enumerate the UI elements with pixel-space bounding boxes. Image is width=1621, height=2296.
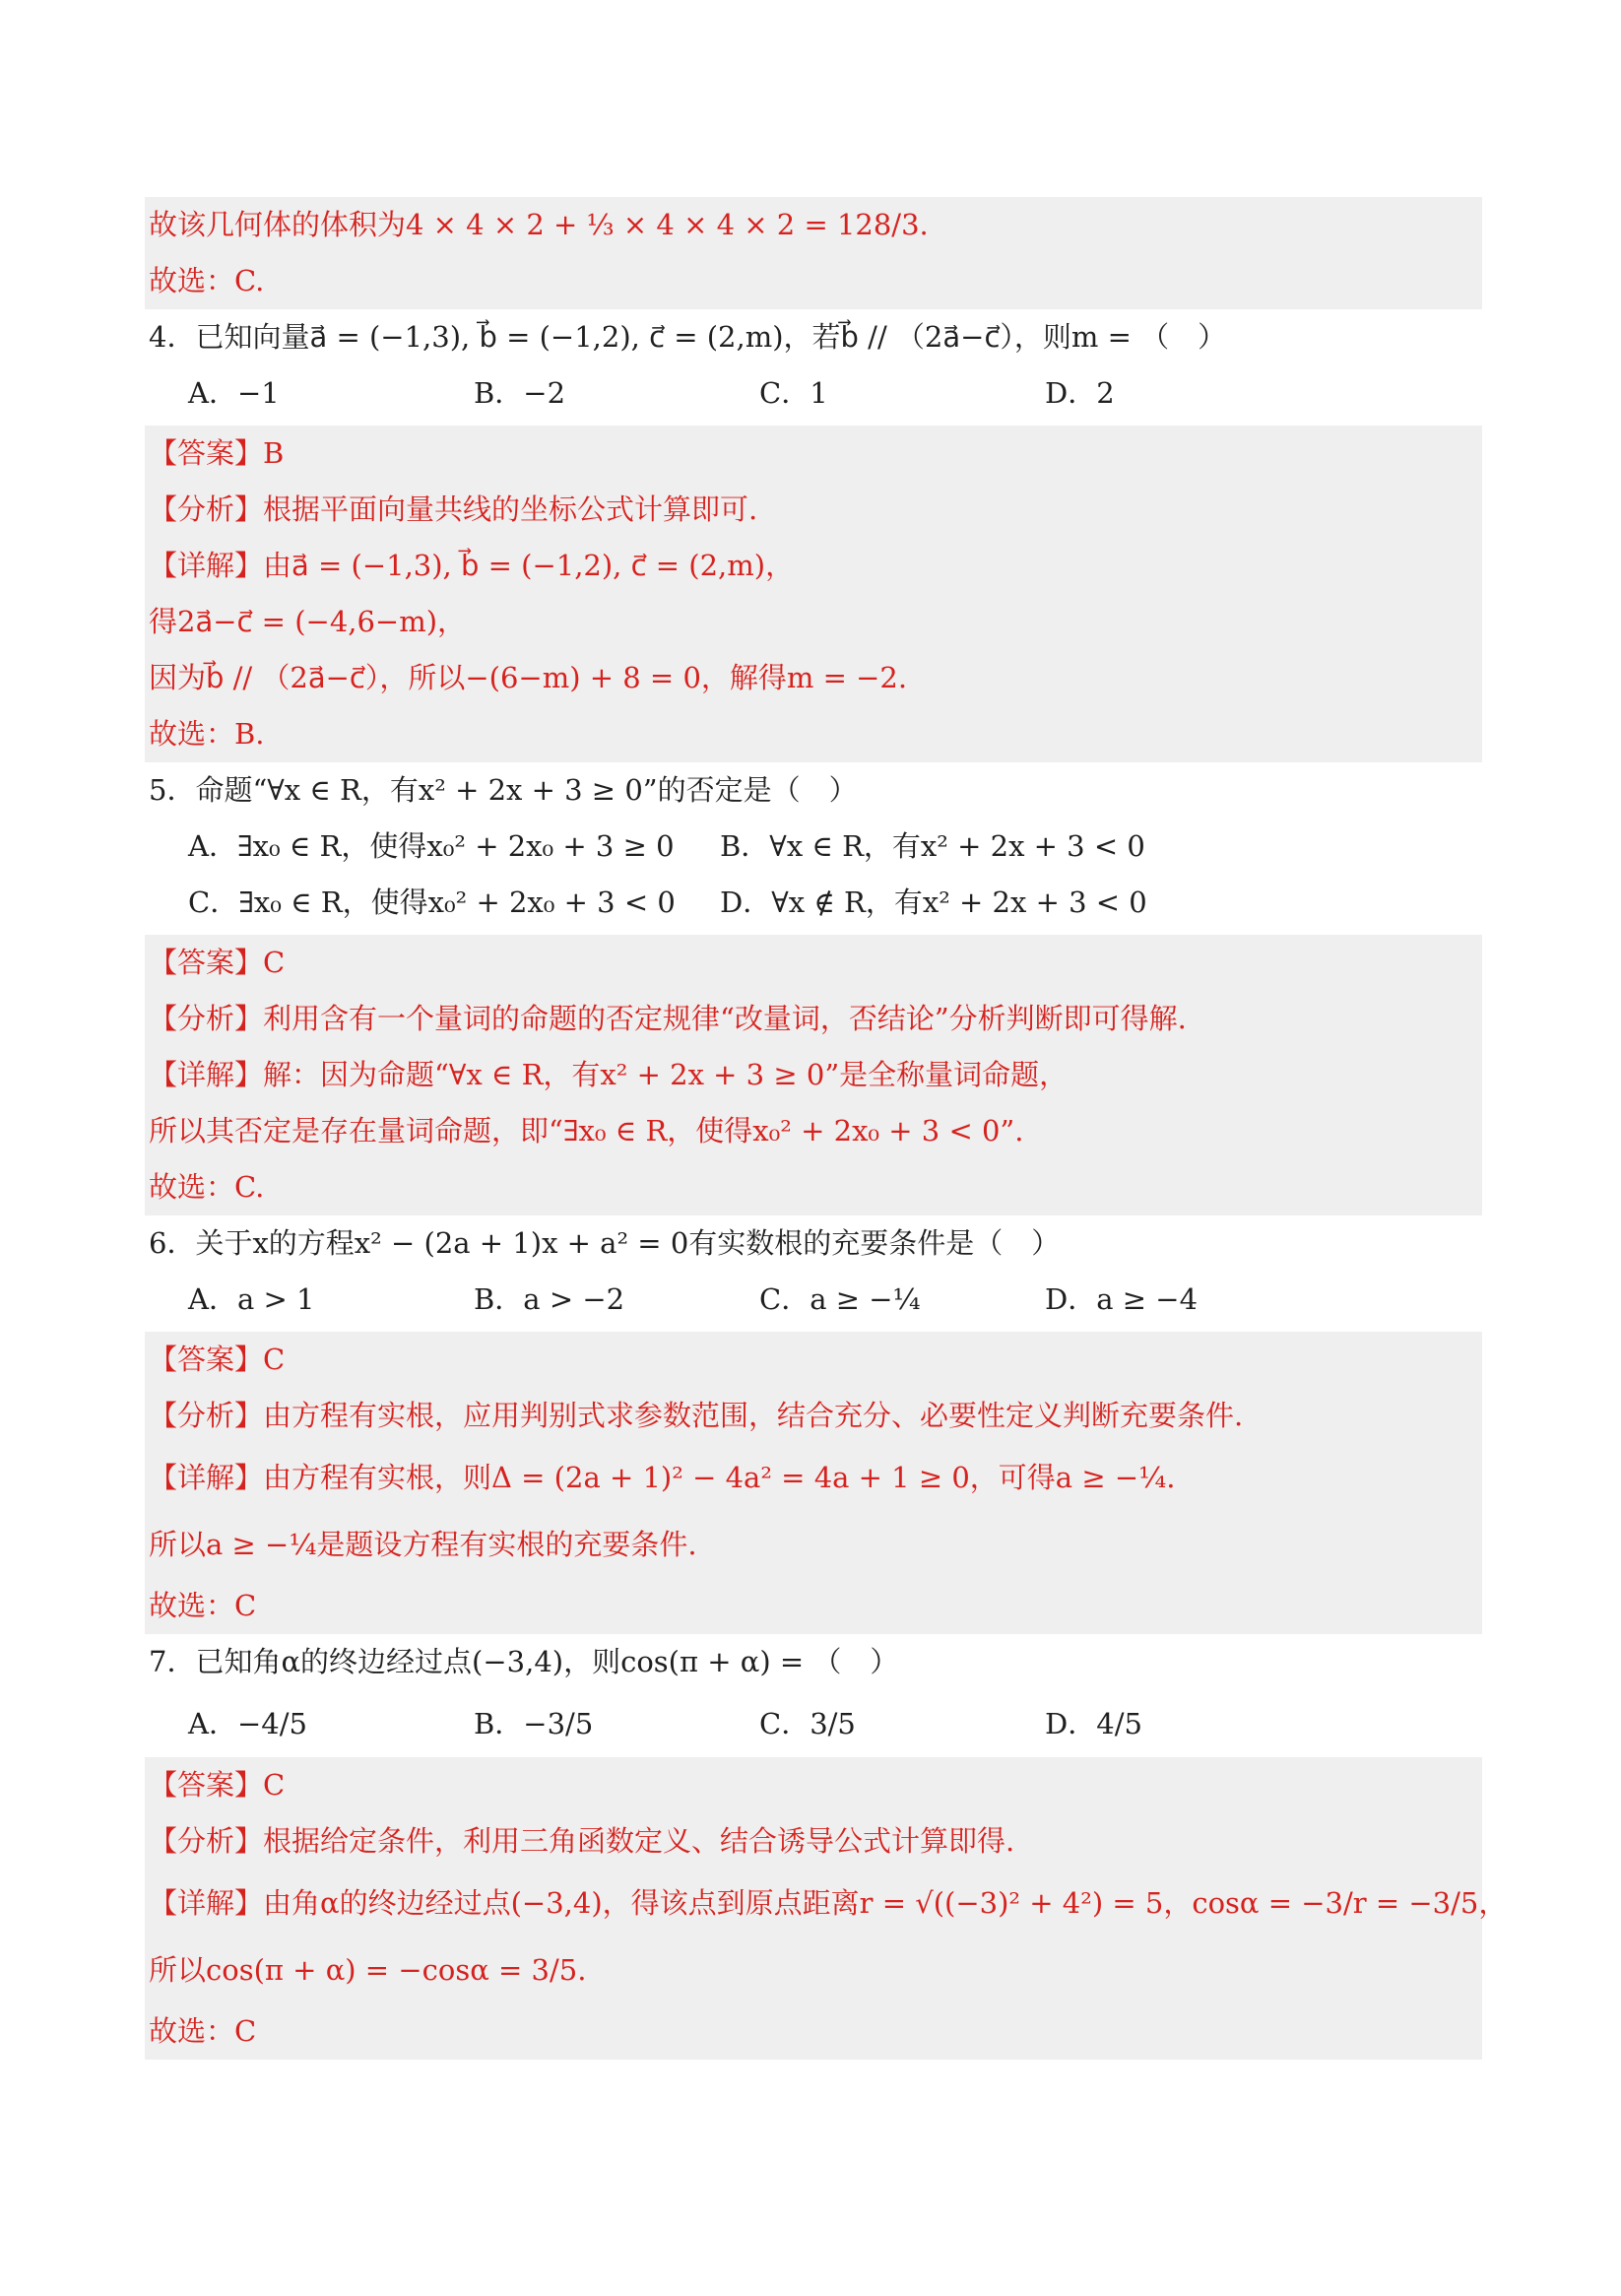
option-d: D．2	[1045, 376, 1115, 410]
detail-6-line-1: 【详解】由方程有实根，则Δ = (2a + 1)² − 4a² = 4a + 1 ≥ 0，可得a ≥ −¼.	[145, 1444, 1482, 1511]
option-b: B．a > −2	[474, 1282, 625, 1316]
option-a: A．−1	[188, 376, 280, 410]
option-d: D．4/5	[1045, 1707, 1142, 1740]
option-b: B．∀x ∈ R，有x² + 2x + 3 < 0	[720, 829, 1145, 863]
question-5: 5．命题“∀x ∈ R，有x² + 2x + 3 ≥ 0”的否定是（ ）	[149, 773, 858, 807]
detail-7-line-1: 【详解】由角α的终边经过点(−3,4)，得该点到原点距离r = √((−3)² + 4²) = 5，cosα = −3/r = −3/5，	[145, 1870, 1482, 1936]
detail-4-line-3: 因为b⃗ // （2a⃗−c⃗），所以−(6−m) + 8 = 0，解得m = −2.	[145, 650, 1482, 706]
solution-line: 故该几何体的体积为4 × 4 × 2 + ⅓ × 4 × 4 × 2 = 128/3.	[145, 197, 1482, 253]
answer-5: 【答案】C	[145, 935, 1482, 991]
option-b: B．−3/5	[474, 1707, 594, 1740]
option-c: C．∃x₀ ∈ R，使得x₀² + 2x₀ + 3 < 0	[188, 886, 676, 919]
choice-6: 故选：C	[145, 1578, 1482, 1634]
choice-7: 故选：C	[145, 2003, 1482, 2060]
answer-6: 【答案】C	[145, 1332, 1482, 1388]
option-c: C．1	[759, 376, 828, 410]
detail-5-line-2: 所以其否定是存在量词命题，即“∃x₀ ∈ R，使得x₀² + 2x₀ + 3 < 0”.	[145, 1103, 1482, 1159]
analysis-6: 【分析】由方程有实根，应用判别式求参数范围，结合充分、必要性定义判断充要条件.	[145, 1388, 1482, 1444]
analysis-4: 【分析】根据平面向量共线的坐标公式计算即可.	[145, 482, 1482, 538]
detail-5-line-1: 【详解】解：因为命题“∀x ∈ R，有x² + 2x + 3 ≥ 0”是全称量词命题，	[145, 1047, 1482, 1103]
option-c: C．a ≥ −¼	[759, 1282, 921, 1316]
detail-4-line-1: 【详解】由a⃗ = (−1,3), b⃗ = (−1,2), c⃗ = (2,m)，	[145, 538, 1482, 594]
question-7-options	[145, 1690, 1482, 1757]
option-d: D．∀x ∉ R，有x² + 2x + 3 < 0	[720, 886, 1147, 919]
detail-7-line-2: 所以cos(π + α) = −cosα = 3/5.	[145, 1936, 1482, 2003]
option-b: B．−2	[474, 376, 566, 410]
document-page	[145, 197, 1508, 2060]
choice-5: 故选：C.	[145, 1159, 1482, 1215]
choice-4: 故选：B.	[145, 706, 1482, 762]
question-7: 7．已知角α的终边经过点(−3,4)，则cos(π + α) = （ ）	[149, 1645, 899, 1678]
question-5-options-row-2	[145, 875, 1482, 931]
option-c: C．3/5	[759, 1707, 856, 1740]
solution-choice: 故选：C.	[145, 253, 1482, 309]
question-6: 6．关于x的方程x² − (2a + 1)x + a² = 0有实数根的充要条件是（ ）	[149, 1226, 1061, 1260]
answer-4: 【答案】B	[145, 426, 1482, 482]
option-a: A．−4/5	[188, 1707, 307, 1740]
detail-6-line-2: 所以a ≥ −¼是题设方程有实根的充要条件.	[145, 1511, 1482, 1578]
question-6-options	[145, 1272, 1482, 1328]
question-4-options	[145, 365, 1482, 422]
option-a: A．∃x₀ ∈ R，使得x₀² + 2x₀ + 3 ≥ 0	[188, 829, 675, 863]
option-d: D．a ≥ −4	[1045, 1282, 1199, 1316]
option-a: A．a > 1	[188, 1282, 315, 1316]
detail-4-line-2: 得2a⃗−c⃗ = (−4,6−m)，	[145, 594, 1482, 650]
question-4: 4．已知向量a⃗ = (−1,3), b⃗ = (−1,2), c⃗ = (2,m)，若b⃗ // （2a⃗−c⃗），则m = （ ）	[149, 320, 1227, 354]
answer-7: 【答案】C	[145, 1757, 1482, 1813]
analysis-7: 【分析】根据给定条件，利用三角函数定义、结合诱导公式计算即得.	[145, 1813, 1482, 1870]
question-5-options-row-1	[145, 819, 1482, 875]
analysis-5: 【分析】利用含有一个量词的命题的否定规律“改量词，否结论”分析判断即可得解.	[145, 991, 1482, 1047]
